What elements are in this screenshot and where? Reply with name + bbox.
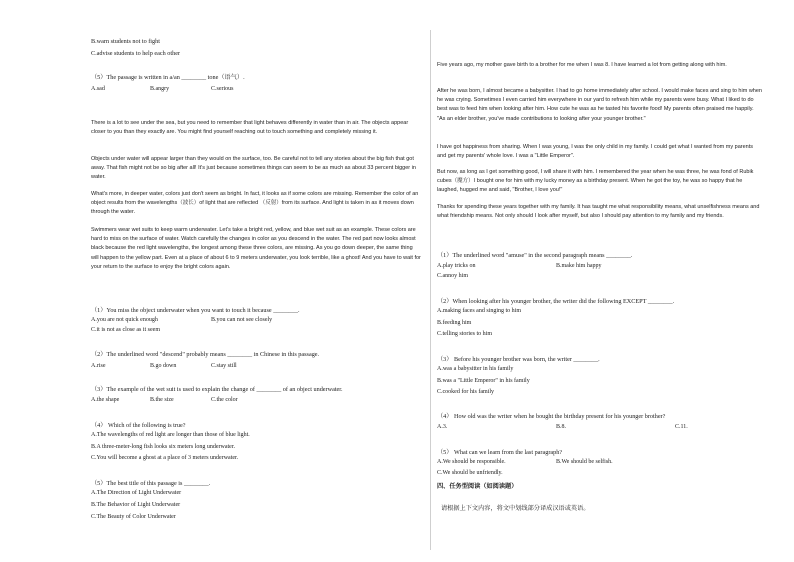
passage-paragraph: Five years ago, my mother gave birth to a brother for me when I was 8. I have learned a lot from getting along with him.: [437, 62, 727, 68]
option-b: B.the size: [150, 397, 174, 403]
column-divider: [430, 30, 431, 550]
option-b: B.make him happy: [556, 263, 602, 269]
option-a: A.you are not quick enough: [91, 317, 158, 323]
option-c: C.telling stories to him: [437, 331, 492, 337]
option-a: A.sad: [91, 86, 105, 92]
option-b: B.angry: [150, 86, 170, 92]
option-c: C.the color: [211, 397, 238, 403]
option-b: B.feeding him: [437, 320, 472, 326]
option-c: C.We should be unfriendly.: [437, 470, 503, 476]
question-stem: （4） How old was the writer when he bought the birthday present for his younger brother?: [437, 413, 666, 420]
passage-paragraph: Swimmers wear wet suits to keep warm underwater. Let's take a bright red, yellow, and blue wet suit as an example. These colors are hard to miss on the surface of water. Watch carefully the changes in color as you descend in the water. The red part now looks almost black because the red light wavelengths, the longest among these three colors, are missing. As you go down deeper, the same thing will happen to the yellow part. Even at a place of about 6 to 9 meters underwater, you look terrible, like a ghost! And you have to wait for your return to the surface to enjoy the bright colors again.: [91, 227, 421, 270]
passage-paragraph: Thanks for spending these years together with my family. It has taught me what responsibility means, what unselfishness means and what friendship means. Not only should I look after myself, but also I should pay attention to my family and my friends.: [437, 204, 760, 220]
question-stem: （3） Before his younger brother was born, the writer ________.: [437, 356, 600, 363]
section-instruction: 请根据上下文内容，将文中划线部分译成汉语或英语。: [441, 505, 590, 512]
passage-paragraph: Objects under water will appear larger than they would on the surface, too. Be careful not to tell any stories about the big fish that got away. That fish might not be so big after all! It's just because sometimes things can seem to be as much as about 33 percent bigger in water.: [91, 156, 416, 181]
option-a: A.play tricks on: [437, 263, 476, 269]
option-b: B.was a "Little Emperor" in his family: [437, 378, 530, 384]
option-c: C.it is not as close as it seem: [91, 327, 160, 333]
question-stem: （1）The underlined word "amuse" in the second paragraph means ________.: [437, 252, 633, 259]
question-stem: （1）You miss the object underwater when you want to touch it because ________.: [91, 307, 300, 314]
option-c: C.11.: [675, 424, 688, 430]
option-a: A.The Direction of Light Underwater: [91, 490, 182, 496]
option-a: A.The wavelengths of red light are longer than those of blue light.: [91, 432, 250, 438]
question-stem: （5） What can we learn from the last paragraph?: [437, 449, 563, 456]
option-b: B.you can not see closely: [211, 317, 273, 323]
question-stem: （2）The underlined word "descend" probably means ________ in Chinese in this passage.: [91, 351, 320, 358]
option-c: C.The Beauty of Color Underwater: [91, 514, 176, 520]
option-c: C.serious: [211, 86, 234, 92]
section-title: 四、任务型阅读（如阅读题）: [437, 483, 518, 490]
option-a: A.making faces and singing to him: [437, 308, 521, 314]
option-text: C.advise students to help each other: [91, 50, 181, 57]
option-b: B.The Behavior of Light Underwater: [91, 502, 181, 508]
passage-paragraph: I have got happiness from sharing. When I was young, I was the only child in my family. I could get what I wanted from my parents and get my parents' whole love. I was a "Little Emperor".: [437, 144, 753, 160]
question-stem: （5）The passage is written in a/an ________ tone（语气）.: [91, 74, 245, 81]
question-stem: （2）When looking after his younger brother, the writer did the following EXCEPT ________.: [437, 298, 675, 305]
passage-paragraph: But now, as long as I get something good, I will share it with him. I remembered the year when he was three, he was fond of Rubik cubes（魔方）I bought one for him with my lucky money as a birthday present. When he got the toy, he was so happy that he laughed, hugged me and said, "Brother, I love you!": [437, 169, 754, 194]
option-b: B.We should be selfish.: [556, 459, 613, 465]
option-b: B.A three-meter-long fish looks six meters long underwater.: [91, 444, 236, 450]
option-c: C.You will become a ghost at a place of 3 meters underwater.: [91, 455, 239, 461]
passage-paragraph: What's more, in deeper water, colors just don't seem as bright. In fact, it looks as if some colors are missing. Remember the color of an object results from the wavelengths（波长）of light that are reflected （反射）from its surface. And light is taken in as it moves down through the water.: [91, 191, 419, 216]
option-a: A.3.: [437, 424, 448, 430]
option-a: A.We should be responsible.: [437, 459, 506, 465]
passage-paragraph: There is a lot to see under the sea, but you need to remember that light behaves differently in water than in air. The objects appear closer to you than they exactly are. You might find yourself reaching out to touch something and completely missing it.: [91, 120, 409, 136]
question-stem: （5）The best title of this passage is ________.: [91, 480, 211, 487]
option-a: A.was a babysitter in his family: [437, 366, 514, 372]
passage-paragraph: After he was born, I almost became a babysitter. I had to go home immediately after school. I would make faces and sing to him when he was crying. Sometimes I even carried him everywhere in our yard to refresh him while my parents were busy. What I liked to do best was to feed him when looking after him. How cute he was as he tasted his favorite food! My parents often praised me happily. "As an elder brother, you've made contributions to looking after your younger brother.": [437, 88, 762, 122]
option-a: A.the shape: [91, 397, 120, 403]
option-b: B.8.: [556, 424, 567, 430]
option-c: C.stay still: [211, 363, 237, 369]
option-c: C.annoy him: [437, 273, 468, 279]
question-stem: （3）The example of the wet suit is used to explain the change of ________ of an object underwater.: [91, 386, 343, 393]
option-c: C.cooked for his family: [437, 389, 494, 395]
option-a: A.rise: [91, 363, 106, 369]
option-text: B.warn students not to fight: [91, 38, 160, 45]
option-b: B.go down: [150, 363, 177, 369]
question-stem: （4） Which of the following is true?: [91, 422, 186, 429]
